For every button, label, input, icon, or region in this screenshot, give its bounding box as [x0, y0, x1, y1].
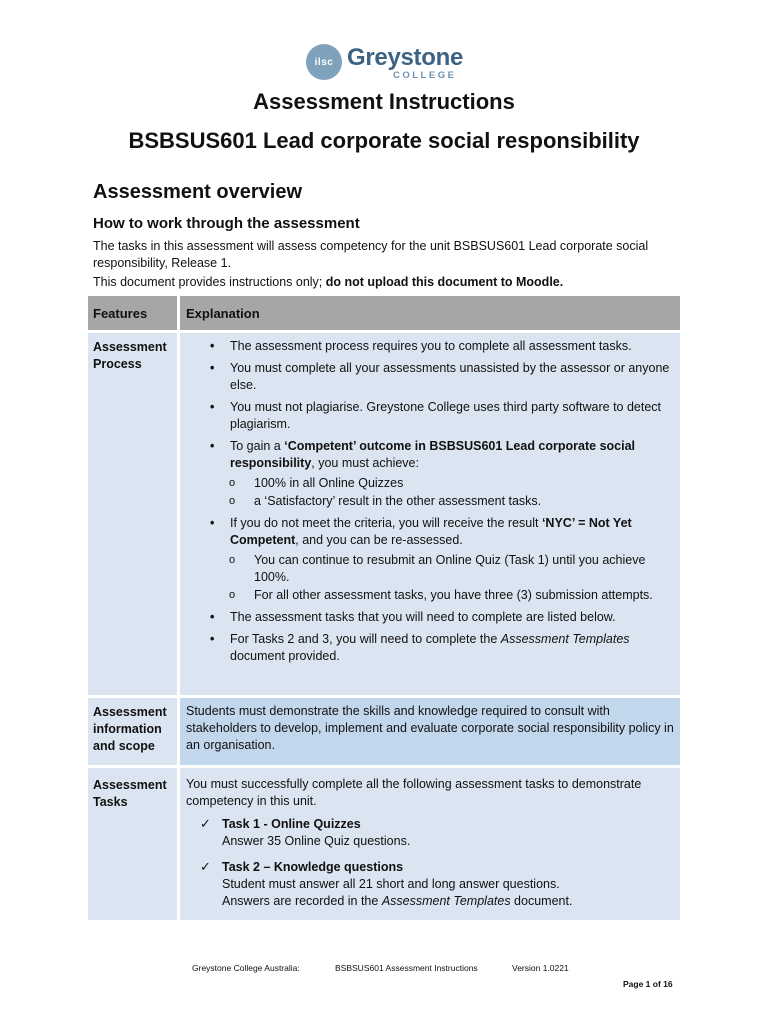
logo-mark: ilsc	[306, 44, 342, 80]
subheading: How to work through the assessment	[93, 215, 360, 232]
process-content	[180, 333, 680, 695]
page-number: Page 1 of 16	[623, 979, 673, 989]
sub-bullet-item: o a ‘Satisfactory’ result in the other assessment tasks.	[230, 493, 674, 510]
unit-title: BSBSUS601 Lead corporate social responsibility	[128, 128, 640, 153]
task-2: ✓ Task 2 – Knowledge questions Student must answer all 21 short and long answer questions. Answers are recorded in the Assessment Templates document.	[200, 859, 573, 908]
scope-text: Students must demonstrate the skills and knowledge required to consult with stakeholders to develop, implement and evaluate corporate social responsibility policy in an organisation.	[180, 698, 680, 765]
college-logo	[306, 44, 466, 84]
bullet-item: • The assessment process requires you to complete all assessment tasks.	[186, 338, 674, 355]
logo-sub: COLLEGE	[393, 70, 457, 81]
table-header-row	[88, 296, 680, 330]
bullet-item: • You must not plagiarise. Greystone College uses third party software to detect plagiarism.	[186, 399, 674, 433]
table-row-process	[88, 333, 680, 695]
checkmark-icon: ✓	[200, 859, 211, 874]
task-1: ✓ Task 1 - Online Quizzes Answer 35 Online Quiz questions.	[200, 816, 411, 848]
header-explanation: Explanation	[180, 296, 680, 330]
tasks-content	[180, 768, 680, 920]
scope-label: Assessment information and scope	[88, 698, 177, 765]
bullet-item: • For Tasks 2 and 3, you will need to complete the Assessment Templates document provided.	[186, 631, 674, 665]
section-heading: Assessment overview	[93, 181, 303, 203]
intro-paragraph: The tasks in this assessment will assess competency for the unit BSBSUS601 Lead corporate social responsibility, Release 1.	[93, 239, 649, 270]
bullet-item: • To gain a ‘Competent’ outcome in BSBSUS601 Lead corporate social responsibility, you must achieve: o 100% in all Online Quizzes o a ‘Satisfactory’ result in the other assessment tasks.	[186, 438, 674, 510]
table-row-scope	[88, 698, 680, 765]
tasks-label: Assessment Tasks	[88, 768, 177, 920]
process-label: Assessment Process	[88, 333, 177, 695]
header-features: Features	[88, 296, 177, 330]
bullet-item: • The assessment tasks that you will need to complete are listed below.	[186, 609, 674, 626]
upload-note: This document provides instructions only; do not upload this document to Moodle.	[93, 275, 564, 289]
table-row-tasks	[88, 768, 680, 920]
bullet-item: • You must complete all your assessments unassisted by the assessor or anyone else.	[186, 360, 674, 394]
bullet-item: • If you do not meet the criteria, you will receive the result ‘NYC’ = Not Yet Competent, and you can be re-assessed. o You can continue to resubmit an Online Quiz (Task 1) until you achieve 100%. o For all other assessment tasks, you have three (3) submission attempts.	[186, 515, 674, 604]
document-title: Assessment Instructions	[253, 89, 515, 114]
logo-name: Greystone	[347, 44, 464, 71]
tasks-intro: You must successfully complete all the following assessment tasks to demonstrate competency in this unit.	[186, 777, 642, 808]
footer-college: Greystone College Australia:	[192, 963, 300, 973]
checkmark-icon: ✓	[200, 816, 211, 831]
footer-document: BSBSUS601 Assessment Instructions	[335, 963, 478, 973]
sub-bullet-item: o For all other assessment tasks, you have three (3) submission attempts.	[230, 587, 674, 604]
sub-bullet-item: o You can continue to resubmit an Online Quiz (Task 1) until you achieve 100%.	[230, 552, 674, 586]
footer-version: Version 1.0221	[512, 963, 569, 973]
sub-bullet-item: o 100% in all Online Quizzes	[230, 475, 674, 492]
